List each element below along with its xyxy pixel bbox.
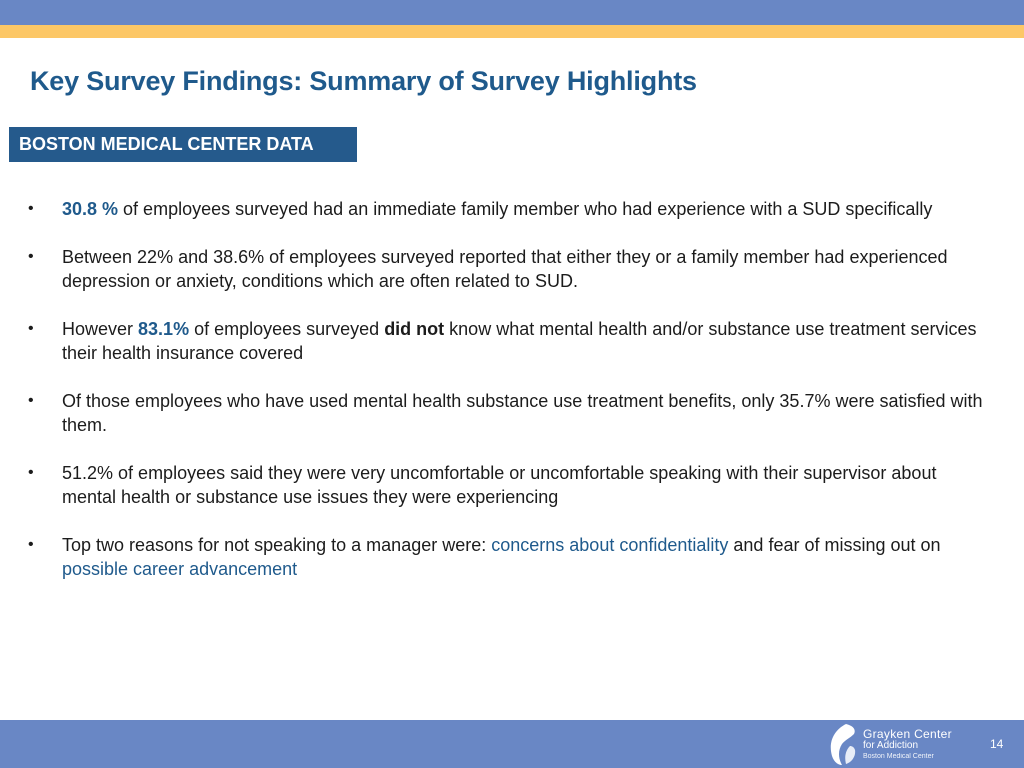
- bullet-marker: •: [28, 464, 34, 481]
- finding-text: Of those employees who have used mental health substance use treatment benefits, only 35.7% were satisfied with them.: [62, 391, 983, 435]
- finding-item-supervisor-comfort: [28, 461, 988, 509]
- logo-subtitle: for Addiction: [863, 740, 919, 751]
- findings-list: [28, 197, 988, 605]
- finding-item-reasons: [28, 533, 988, 581]
- logo-organization: Boston Medical Center: [863, 753, 934, 760]
- finding-text: 51.2% of employees said they were very uncomfortable or uncomfortable speaking with their supervisor about mental health or substance use issues they were experiencing: [62, 463, 937, 507]
- finding-text: know what mental health and/or substance use treatment services their health insurance covered: [62, 319, 977, 363]
- finding-text: and fear of missing out on: [728, 535, 941, 555]
- page-number: 14: [990, 737, 1004, 751]
- finding-text: of employees surveyed: [189, 319, 385, 339]
- highlight-career-advancement: possible career advancement: [62, 559, 298, 579]
- grayken-center-logo: [826, 722, 986, 766]
- finding-text: Between 22% and 38.6% of employees surveyed reported that either they or a family member had experienced depression or anxiety, conditions which are often related to SUD.: [62, 247, 948, 291]
- stat-highlight: 83.1%: [138, 319, 190, 339]
- bullet-marker: •: [28, 200, 34, 217]
- section-tag: BOSTON MEDICAL CENTER DATA: [9, 127, 357, 162]
- bullet-marker: •: [28, 392, 34, 409]
- finding-item-insurance-coverage: [28, 317, 988, 365]
- header-accent-stripe: [0, 25, 1024, 38]
- logo-name: Grayken Center: [863, 727, 952, 741]
- bullet-marker: •: [28, 248, 34, 265]
- finding-item-family-sud: [28, 197, 988, 221]
- bullet-marker: •: [28, 320, 34, 337]
- bullet-marker: •: [28, 536, 34, 553]
- finding-text: Top two reasons for not speaking to a manager were:: [62, 535, 492, 555]
- finding-item-depression-anxiety: [28, 245, 988, 293]
- emphasis-text: did not: [384, 319, 445, 339]
- header-band: [0, 0, 1024, 25]
- finding-text: However: [62, 319, 139, 339]
- highlight-confidentiality: concerns about confidentiality: [491, 535, 729, 555]
- stat-highlight: 30.8 %: [62, 199, 119, 219]
- leaf-flame-icon: [826, 722, 858, 766]
- finding-item-benefit-satisfaction: [28, 389, 988, 437]
- slide-title: Key Survey Findings: Summary of Survey Highlights: [30, 66, 697, 96]
- finding-text: of employees surveyed had an immediate family member who had experience with a SUD specifically: [118, 199, 933, 219]
